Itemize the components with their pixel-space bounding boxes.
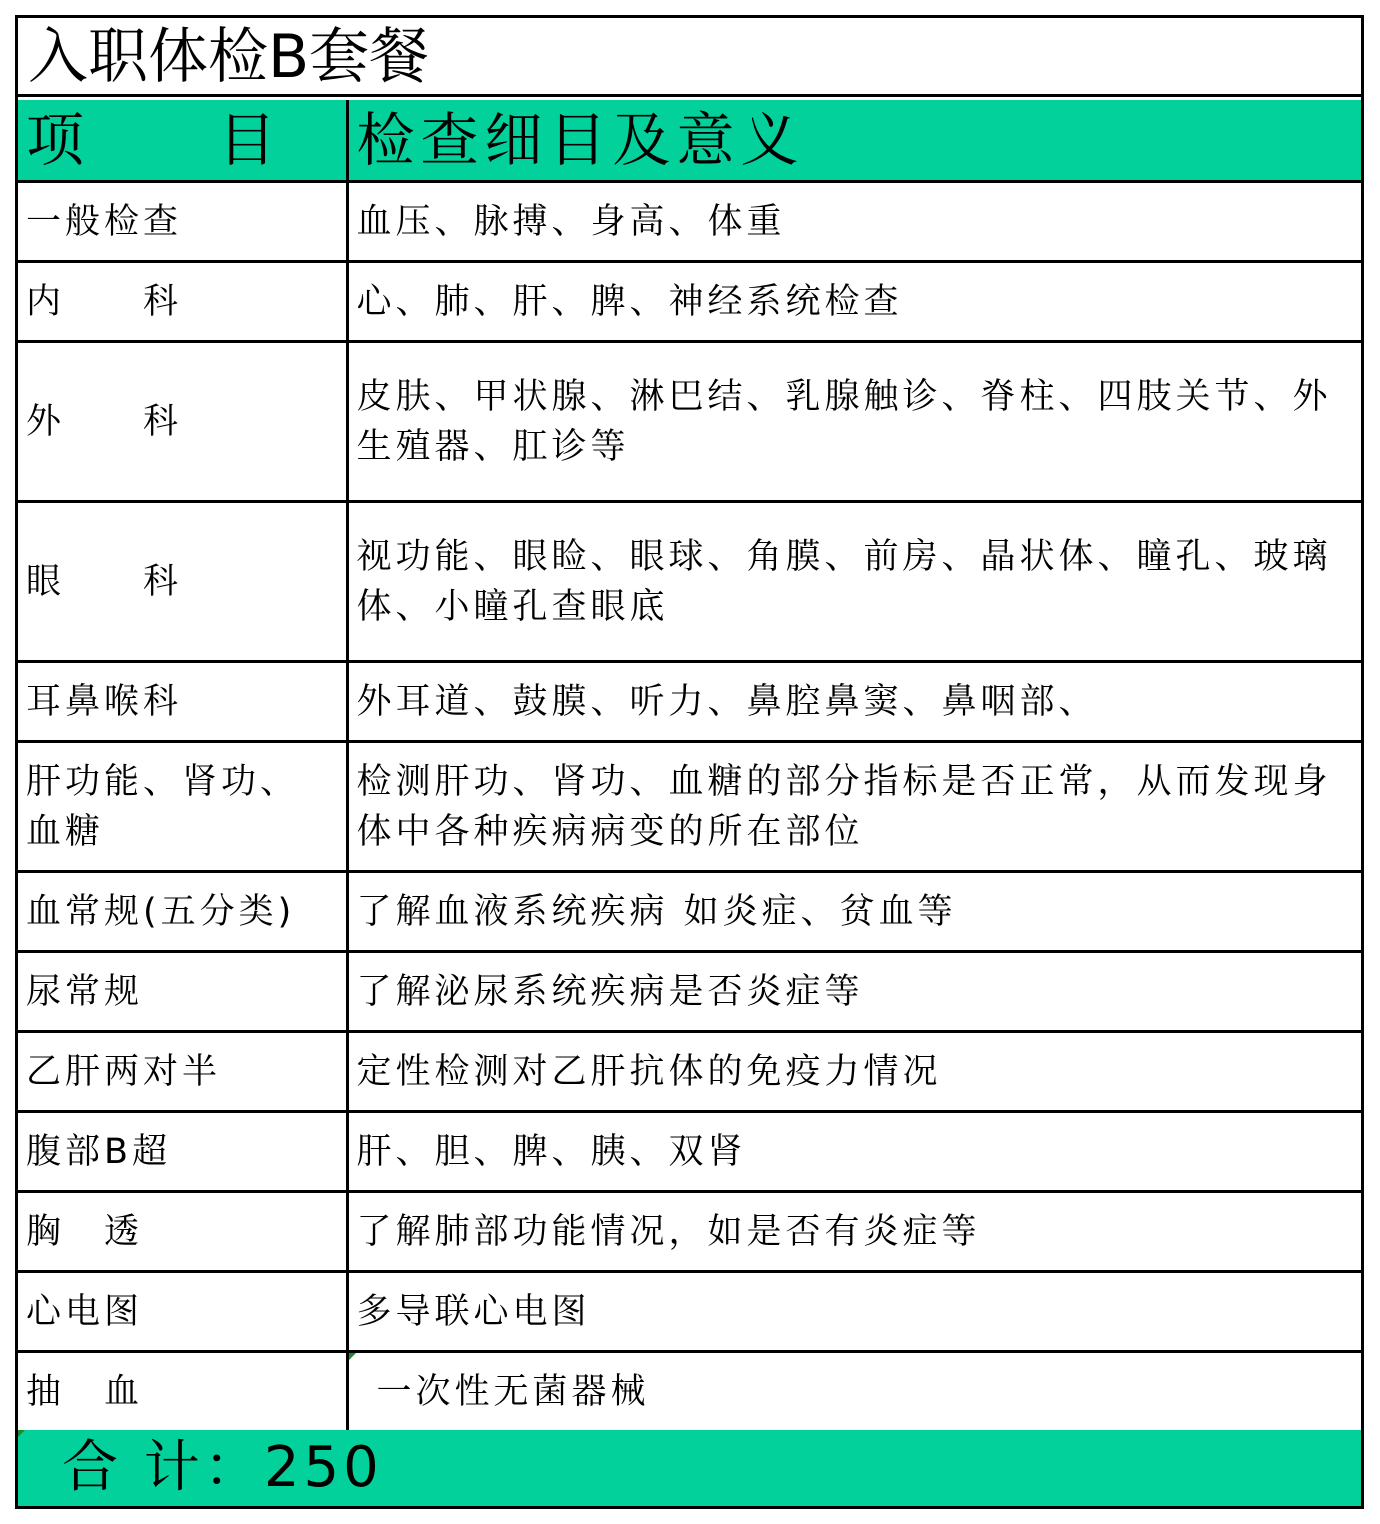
row-detail: 视功能、眼睑、眼球、角膜、前房、晶状体、瞳孔、玻璃体、小瞳孔查眼底 [356,536,1332,627]
row-item: 胸 透 [18,1192,347,1272]
row-item: 外 科 [18,342,347,502]
table-row [18,502,1361,662]
table-row [18,1192,1361,1272]
row-detail: 肝、胆、脾、胰、双肾 [347,1112,1361,1192]
table-row [18,952,1361,1032]
total-row [18,1430,1361,1506]
checkup-package-sheet [15,15,1364,1509]
row-detail: 皮肤、甲状腺、淋巴结、乳腺触诊、脊柱、四肢关节、外生殖器、肛诊等 [356,376,1332,467]
row-detail: 了解肺部功能情况，如是否有炎症等 [347,1192,1361,1272]
row-detail: 检测肝功、肾功、血糖的部分指标是否正常，从而发现身体中各种疾病病变的所在部位 [356,761,1332,852]
row-item: 乙肝两对半 [18,1032,347,1112]
row-item: 血常规(五分类) [18,872,347,952]
row-detail: 多导联心电图 [347,1272,1361,1352]
table-row [18,872,1361,952]
row-detail: 血压、脉搏、身高、体重 [347,182,1361,262]
row-detail: 一次性无菌器械 [376,1371,650,1412]
header-item: 项 目 [18,100,347,182]
table-row [18,1032,1361,1112]
total-label: 合 计： [62,1435,264,1500]
row-detail-cell [347,1352,1361,1432]
row-item: 一般检查 [18,182,347,262]
table-row [18,342,1361,502]
row-item: 腹部B超 [18,1112,347,1192]
table-row [18,182,1361,262]
table-header-row [18,100,1361,182]
row-item: 尿常规 [18,952,347,1032]
row-item: 肝功能、肾功、血糖 [26,761,300,852]
row-detail: 了解泌尿系统疾病是否炎症等 [347,952,1361,1032]
table-row [18,1272,1361,1352]
comment-marker-icon [349,1353,356,1360]
table-row [18,1112,1361,1192]
total-amount: 250 [263,1435,383,1500]
row-detail: 外耳道、鼓膜、听力、鼻腔鼻窦、鼻咽部、 [347,662,1361,742]
row-item: 眼 科 [18,502,347,662]
row-item: 心电图 [18,1272,347,1352]
table-row [18,662,1361,742]
row-item: 耳鼻喉科 [18,662,347,742]
page-title: 入职体检B套餐 [18,18,1361,97]
row-detail: 心、肺、肝、脾、神经系统检查 [347,262,1361,342]
row-item: 抽 血 [18,1352,347,1432]
row-item: 内 科 [18,262,347,342]
table-row [18,742,1361,872]
table-row [18,1352,1361,1432]
checkup-table [18,100,1361,1433]
comment-marker-icon [18,1430,25,1437]
table-row [18,262,1361,342]
header-detail: 检查细目及意义 [347,100,1361,182]
row-detail: 定性检测对乙肝抗体的免疫力情况 [347,1032,1361,1112]
row-detail: 了解血液系统疾病 如炎症、贫血等 [347,872,1361,952]
